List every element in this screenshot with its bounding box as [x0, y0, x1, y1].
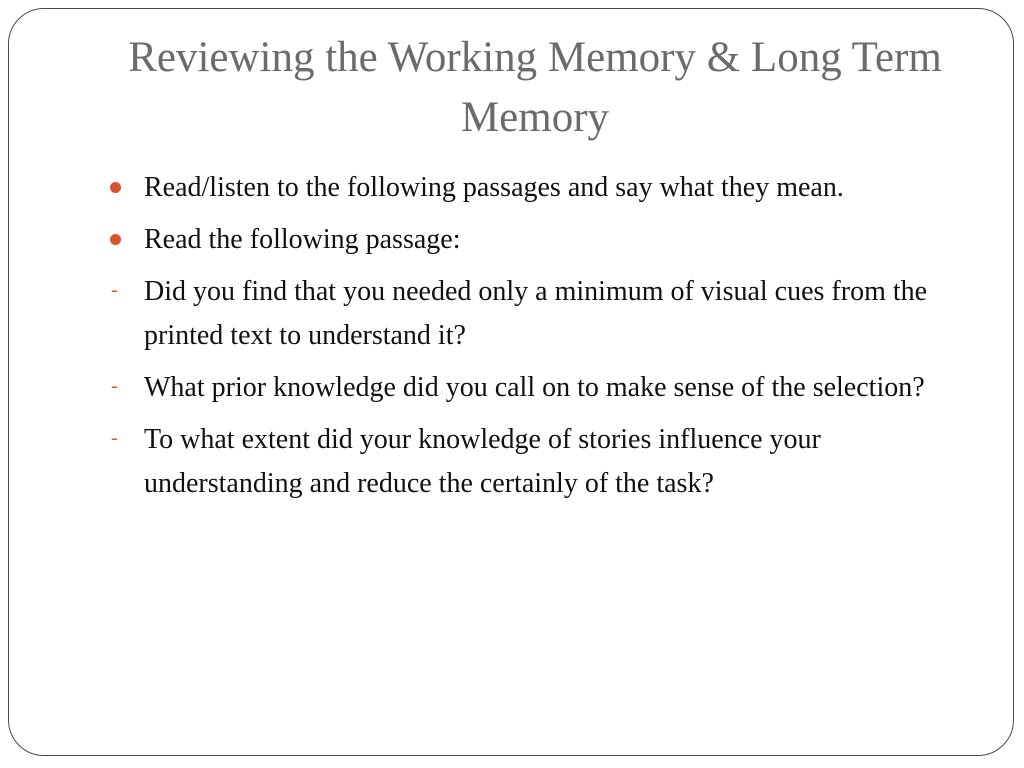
bullet-text: What prior knowledge did you call on to make sense of the selection?: [144, 372, 925, 403]
list-item: [108, 270, 964, 358]
list-item: [108, 218, 964, 262]
bullet-dot-icon: [108, 166, 128, 210]
bullet-dash-icon: [108, 270, 128, 314]
bullet-list: [108, 166, 964, 514]
slide-title: Reviewing the Working Memory & Long Term Memory: [128, 34, 942, 141]
bullet-text: Did you find that you needed only a minimum of visual cues from the printed text to understand it?: [144, 276, 928, 351]
bullet-text: To what extent did your knowledge of stories influence your understanding and reduce the certainly of the task?: [144, 424, 821, 499]
bullet-text: Read the following passage:: [144, 224, 461, 255]
list-item: [108, 418, 964, 506]
list-item: [108, 166, 964, 210]
bullet-text: Read/listen to the following passages and say what they mean.: [144, 172, 844, 203]
bullet-dot-icon: [108, 218, 128, 262]
bullet-dash-icon: [108, 418, 128, 462]
bullet-dash-icon: [108, 366, 128, 410]
list-item: [108, 366, 964, 410]
